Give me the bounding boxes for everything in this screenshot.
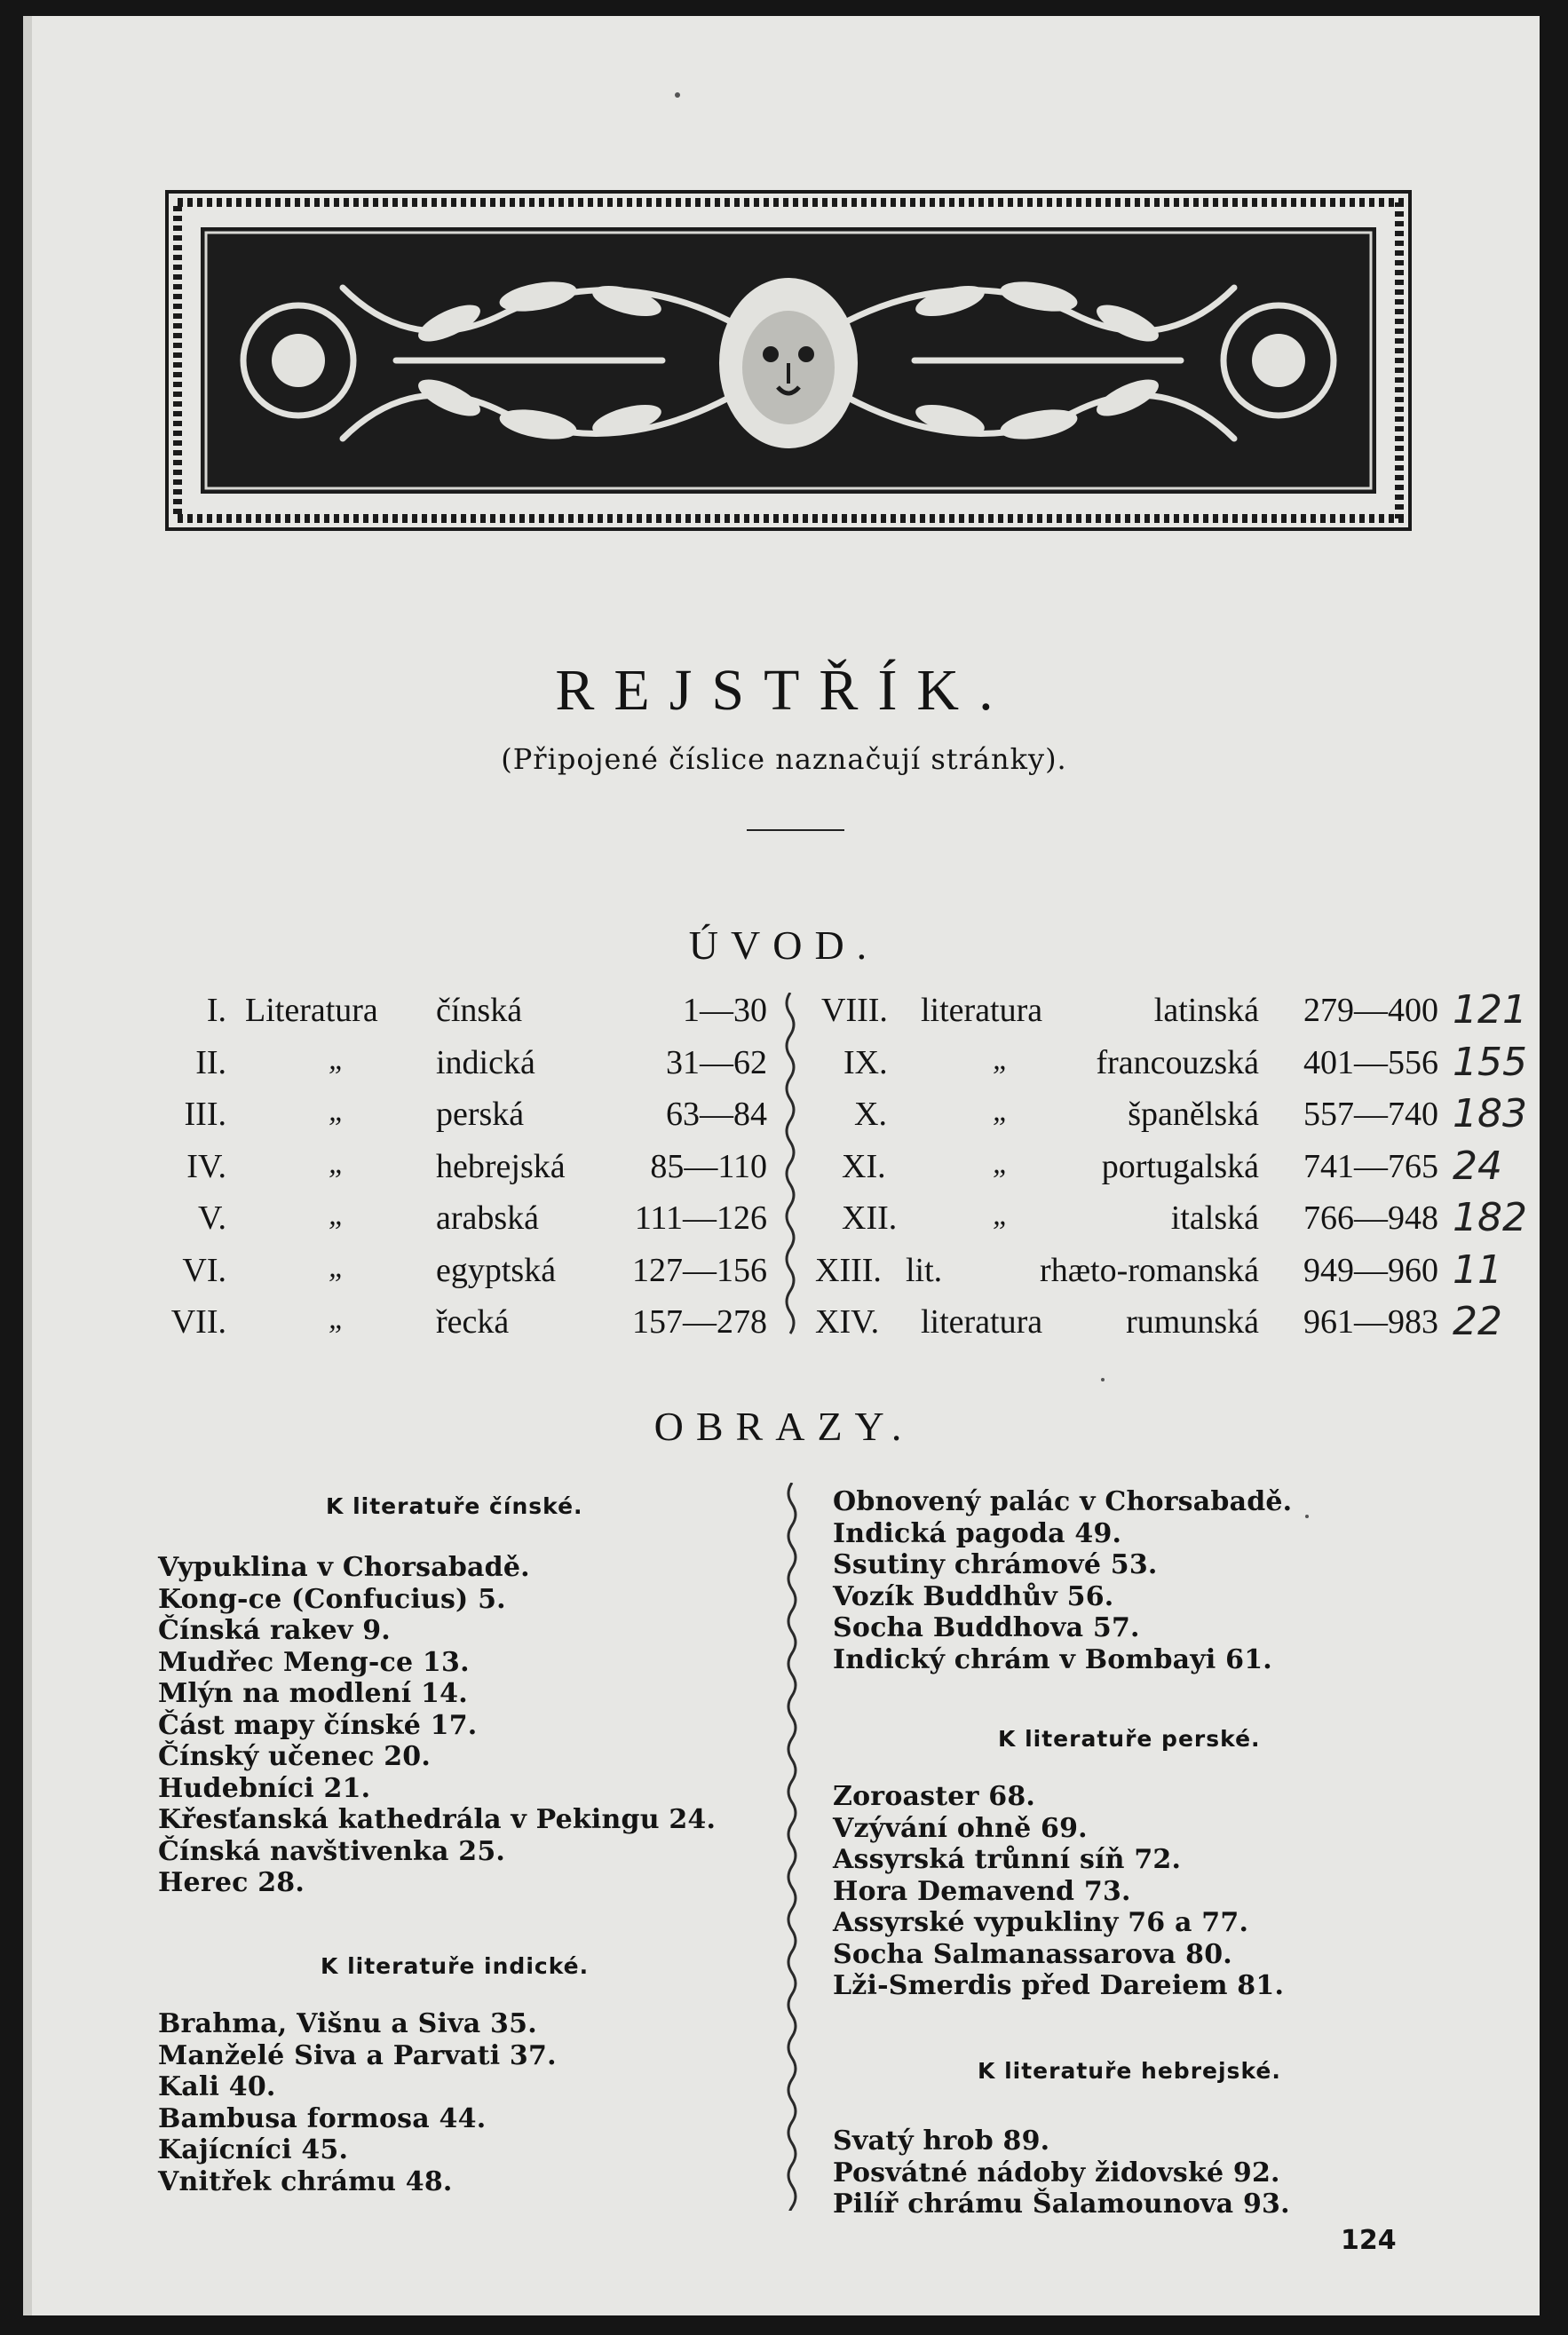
literature-label: Literatura xyxy=(245,992,378,1029)
list-item: Hudebníci 21. xyxy=(158,1772,371,1804)
page-range: 127—156 xyxy=(632,1251,767,1289)
literature-name: řecká xyxy=(436,1303,510,1341)
title-divider xyxy=(747,829,844,831)
list-item: Ssutiny chrámové 53. xyxy=(833,1549,1158,1580)
list-item: Manželé Siva a Parvati 37. xyxy=(158,2039,557,2071)
literature-label: „ xyxy=(329,1302,345,1335)
roman-numeral: XIV. xyxy=(815,1303,880,1341)
list-item: Indický chrám v Bombayi 61. xyxy=(833,1643,1272,1675)
literature-name: francouzská xyxy=(1096,1043,1259,1081)
paper-speck xyxy=(675,92,680,98)
list-item: Vypuklina v Chorsabadě. xyxy=(158,1552,530,1583)
handwritten-page-count: 183 xyxy=(1453,1091,1527,1136)
roman-numeral: IX. xyxy=(843,1043,888,1081)
roman-numeral: VI. xyxy=(182,1251,226,1289)
literature-label: literatura xyxy=(921,1303,1043,1341)
list-item: Mudřec Meng-ce 13. xyxy=(158,1646,470,1678)
roman-numeral: XIII. xyxy=(815,1251,882,1289)
roman-numeral: XII. xyxy=(842,1199,898,1237)
handwritten-page-count: 11 xyxy=(1453,1247,1502,1293)
list-item: Křesťanská kathedrála v Pekingu 24. xyxy=(158,1804,717,1835)
literature-name: egyptská xyxy=(436,1251,557,1289)
literature-label: „ xyxy=(993,1095,1010,1128)
list-item: Assyrské vypukliny 76 a 77. xyxy=(833,1907,1249,1938)
page-range: 85—110 xyxy=(650,1147,767,1185)
handwritten-page-count: 121 xyxy=(1453,987,1527,1033)
roman-numeral: X. xyxy=(854,1096,887,1133)
roman-numeral: XI. xyxy=(842,1147,886,1185)
page-range: 961—983 xyxy=(1303,1303,1438,1341)
paper-speck xyxy=(1101,1378,1105,1381)
ornamental-headpiece xyxy=(165,190,1412,531)
page-range: 31—62 xyxy=(666,1043,767,1081)
list-item: Čínská navštivenka 25. xyxy=(158,1835,506,1867)
uvod-column-brace xyxy=(781,993,799,1348)
literature-name: perská xyxy=(436,1096,525,1133)
illustration-list xyxy=(158,2008,557,2197)
illustration-list xyxy=(833,1486,1292,1675)
literature-name: latinská xyxy=(1153,992,1259,1029)
list-item: Socha Buddhova 57. xyxy=(833,1612,1140,1643)
literature-name: italská xyxy=(1170,1199,1259,1237)
literature-label: „ xyxy=(329,1146,345,1180)
handwritten-page-count: 24 xyxy=(1453,1143,1502,1189)
list-item: Kali 40. xyxy=(158,2071,276,2102)
page-range: 279—400 xyxy=(1303,992,1438,1029)
roman-numeral: I. xyxy=(206,992,226,1029)
section-heading-obrazy: OBRAZY. xyxy=(653,1404,915,1449)
page-range: 111—126 xyxy=(634,1199,767,1237)
list-item: Mlýn na modlení 14. xyxy=(158,1678,468,1709)
page-number: 124 xyxy=(1341,2225,1397,2256)
page-title: REJSTŘÍK. xyxy=(555,658,1013,723)
roman-numeral: II. xyxy=(195,1043,226,1081)
literature-name: španělská xyxy=(1128,1096,1259,1133)
literature-label: „ xyxy=(329,1042,345,1076)
list-subheading: K literatuře perské. xyxy=(998,1726,1261,1752)
literature-label: „ xyxy=(993,1042,1010,1076)
roman-numeral: III. xyxy=(184,1096,226,1133)
illustration-list xyxy=(833,1781,1284,2002)
handwritten-page-count: 22 xyxy=(1453,1299,1502,1344)
literature-name: rhæto-romanská xyxy=(1040,1251,1259,1289)
literature-label: „ xyxy=(329,1199,345,1231)
list-item: Vzývání ohně 69. xyxy=(833,1812,1088,1844)
literature-name: hebrejská xyxy=(436,1147,566,1185)
literature-label: „ xyxy=(993,1199,1010,1231)
roman-numeral: VIII. xyxy=(821,992,888,1029)
literature-label: „ xyxy=(329,1095,345,1128)
literature-label: „ xyxy=(329,1250,345,1284)
page-range: 766—948 xyxy=(1303,1199,1438,1237)
roman-numeral: V. xyxy=(197,1199,226,1237)
list-item: Indická pagoda 49. xyxy=(833,1517,1122,1549)
literature-name: indická xyxy=(436,1043,535,1081)
paper-speck xyxy=(1305,1515,1309,1518)
handwritten-page-count: 182 xyxy=(1453,1195,1527,1240)
literature-label: lit. xyxy=(906,1251,943,1289)
page-range: 401—556 xyxy=(1303,1043,1438,1081)
illustration-list xyxy=(833,2125,1290,2220)
literature-label: literatura xyxy=(921,992,1043,1029)
list-item: Kajícníci 45. xyxy=(158,2134,349,2165)
list-item: Socha Salmanassarova 80. xyxy=(833,1938,1232,1970)
list-item: Čínská rakev 9. xyxy=(158,1615,391,1646)
list-item: Assyrská trůnní síň 72. xyxy=(833,1844,1182,1875)
list-subheading: K literatuře hebrejské. xyxy=(978,2058,1281,2084)
list-item: Kong-ce (Confucius) 5. xyxy=(158,1583,506,1615)
literature-name: arabská xyxy=(436,1199,540,1237)
handwritten-page-count: 155 xyxy=(1453,1039,1527,1085)
obrazy-column-divider xyxy=(783,1483,801,2211)
section-heading-uvod: ÚVOD. xyxy=(688,922,880,968)
list-item: Hora Demavend 73. xyxy=(833,1875,1131,1907)
page-subtitle: (Připojené číslice naznačují stránky). xyxy=(501,742,1067,776)
list-item: Posvátné nádoby židovské 92. xyxy=(833,2157,1280,2189)
page-range: 949—960 xyxy=(1303,1251,1438,1289)
page-range: 63—84 xyxy=(666,1096,767,1133)
list-item: Obnovený palác v Chorsabadě. xyxy=(833,1486,1293,1517)
list-item: Část mapy čínské 17. xyxy=(158,1709,478,1741)
list-item: Čínský učenec 20. xyxy=(158,1741,432,1772)
page-range: 557—740 xyxy=(1303,1096,1438,1133)
roman-numeral: VII. xyxy=(170,1303,226,1341)
roman-numeral: IV. xyxy=(186,1147,226,1185)
list-item: Herec 28. xyxy=(158,1867,305,1898)
list-item: Lži-Smerdis před Dareiem 81. xyxy=(833,1970,1285,2001)
list-item: Bambusa formosa 44. xyxy=(158,2102,487,2134)
literature-name: portugalská xyxy=(1101,1147,1259,1185)
list-item: Zoroaster 68. xyxy=(833,1781,1036,1812)
list-item: Vozík Buddhův 56. xyxy=(833,1580,1114,1612)
list-subheading: K literatuře indické. xyxy=(321,1953,590,1979)
list-item: Vnitřek chrámu 48. xyxy=(158,2165,453,2197)
page-range: 1—30 xyxy=(683,992,767,1029)
literature-name: rumunská xyxy=(1126,1303,1259,1341)
list-item: Pilíř chrámu Šalamounova 93. xyxy=(833,2189,1290,2220)
list-item: Brahma, Višnu a Siva 35. xyxy=(158,2008,537,2039)
page-range: 157—278 xyxy=(632,1303,767,1341)
literature-name: čínská xyxy=(436,992,523,1029)
literature-label: „ xyxy=(993,1146,1010,1180)
page-range: 741—765 xyxy=(1303,1147,1438,1185)
list-subheading: K literatuře čínské. xyxy=(326,1493,583,1519)
illustration-list xyxy=(158,1552,716,1899)
list-item: Svatý hrob 89. xyxy=(833,2125,1050,2157)
